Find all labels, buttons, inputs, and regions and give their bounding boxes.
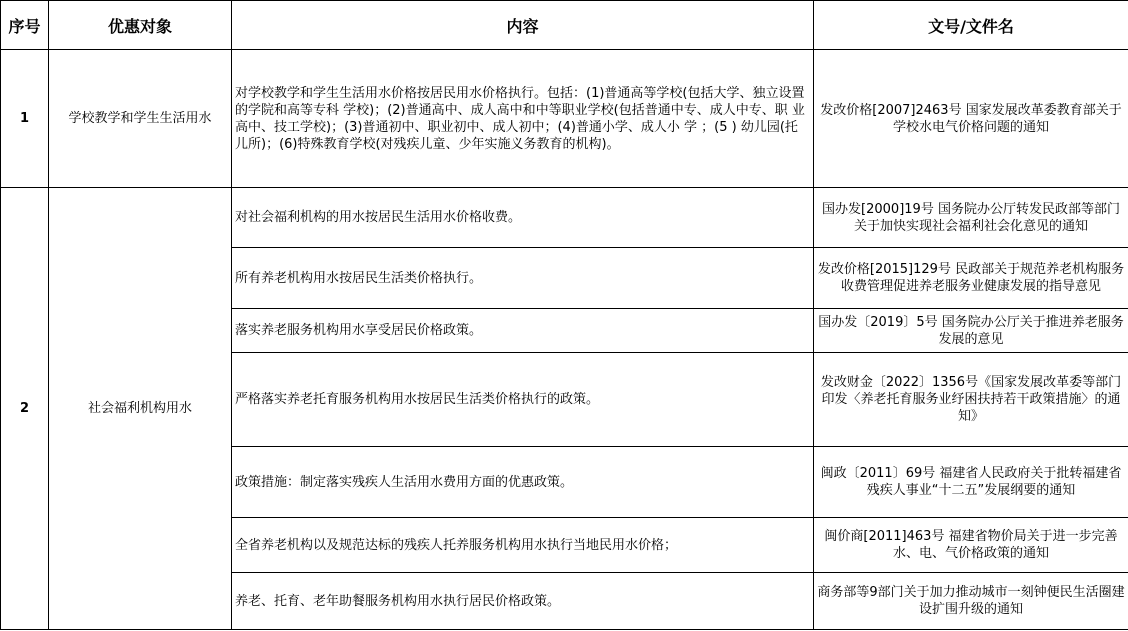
header-index: 序号	[1, 1, 49, 50]
header-target: 优惠对象	[49, 1, 232, 50]
row-content: 政策措施：制定落实残疾人生活用水费用方面的优惠政策。	[232, 447, 814, 518]
header-document: 文号/文件名	[814, 1, 1128, 50]
row-target: 学校教学和学生生活用水	[49, 50, 232, 188]
row-document: 发改财金〔2022〕1356号《国家发展改革委等部门印发〈养老托育服务业纾困扶持若干政策措施〉的通知》	[814, 353, 1128, 447]
row-document: 商务部等9部门关于加力推动城市一刻钟便民生活圈建设扩围升级的通知	[814, 573, 1128, 630]
row-content: 对学校教学和学生生活用水价格按居民用水价格执行。包括：(1)普通高等学校(包括大学、独立设置的学院和高等专科 学校)；(2)普通高中、成人高中和中等职业学校(包括普通中专、成人中专、职 业高中、技工学校)；(3)普通初中、职业初中、成人初中；(4)普通小学、成人小 学 ；(5 ) 幼儿园(托儿所)；(6)特殊教育学校(对残疾儿童、少年实施义务教育的机构)。	[232, 50, 814, 188]
row-content: 严格落实养老托育服务机构用水按居民生活类价格执行的政策。	[232, 353, 814, 447]
row-document: 闽价商[2011]463号 福建省物价局关于进一步完善水、电、气价格政策的通知	[814, 518, 1128, 573]
row-document: 国办发[2000]19号 国务院办公厅转发民政部等部门关于加快实现社会福利社会化意见的通知	[814, 188, 1128, 248]
row-document: 发改价格[2007]2463号 国家发展改革委教育部关于学校水电气价格问题的通知	[814, 50, 1128, 188]
row-content: 养老、托育、老年助餐服务机构用水执行居民价格政策。	[232, 573, 814, 630]
row-target: 社会福利机构用水	[49, 188, 232, 630]
row-document: 闽政〔2011〕69号 福建省人民政府关于批转福建省残疾人事业“十二五”发展纲要的通知	[814, 447, 1128, 518]
row-document: 国办发〔2019〕5号 国务院办公厅关于推进养老服务发展的意见	[814, 309, 1128, 353]
table-row	[1, 50, 1128, 188]
row-content: 对社会福利机构的用水按居民生活用水价格收费。	[232, 188, 814, 248]
table-row	[1, 188, 1128, 248]
table-header-row	[1, 1, 1128, 50]
row-content: 落实养老服务机构用水享受居民价格政策。	[232, 309, 814, 353]
row-index: 1	[1, 50, 49, 188]
header-content: 内容	[232, 1, 814, 50]
row-index: 2	[1, 188, 49, 630]
row-document: 发改价格[2015]129号 民政部关于规范养老机构服务收费管理促进养老服务业健康发展的指导意见	[814, 248, 1128, 309]
row-content: 所有养老机构用水按居民生活类价格执行。	[232, 248, 814, 309]
row-content: 全省养老机构以及规范达标的残疾人托养服务机构用水执行当地民用水价格；	[232, 518, 814, 573]
